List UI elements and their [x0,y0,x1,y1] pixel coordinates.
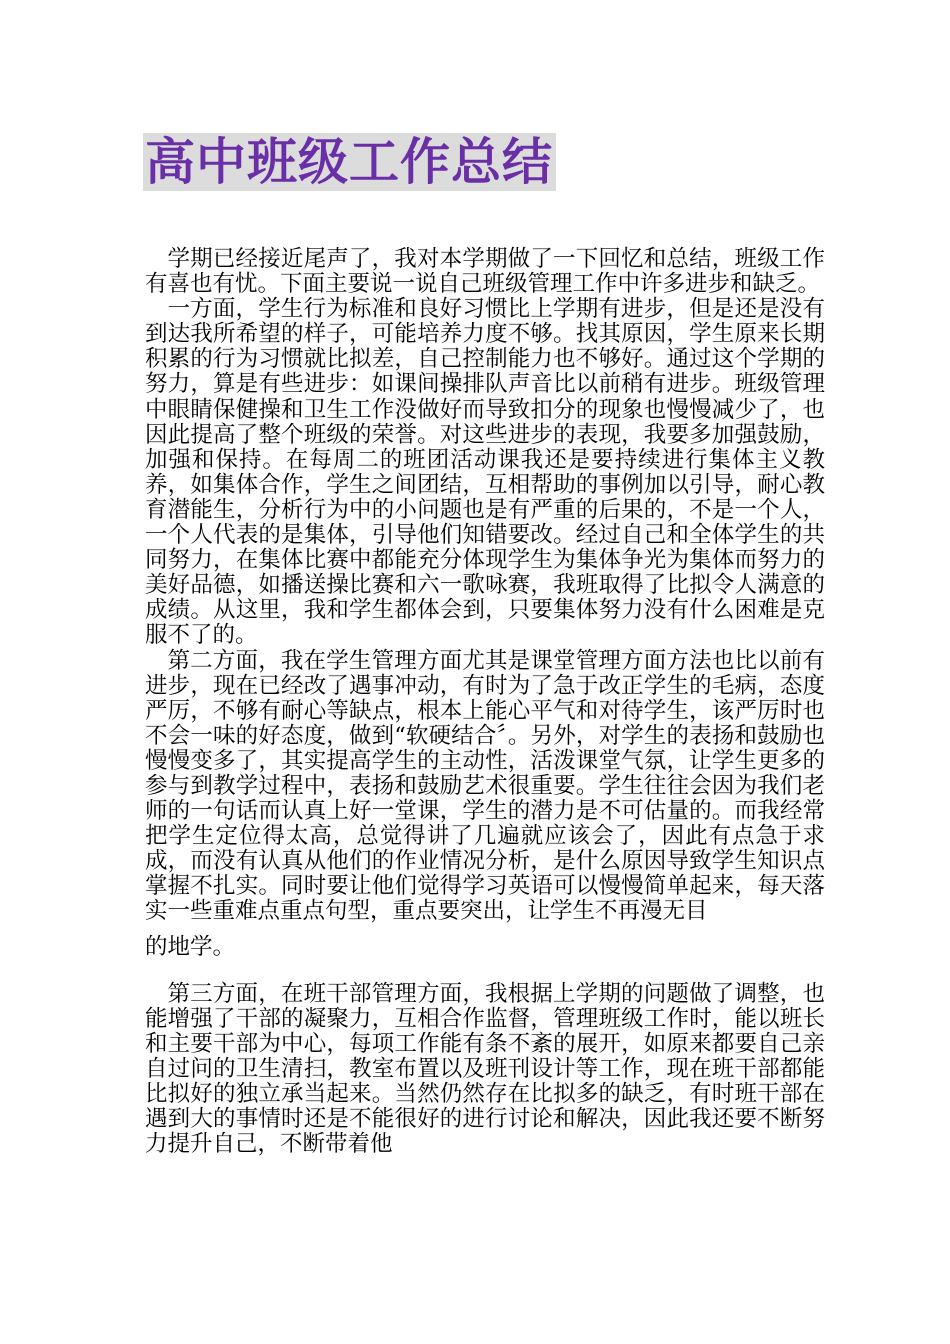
document-title: 高中班级工作总结 [145,133,553,191]
paragraph-second-aspect-text: 第二方面，我在学生管理方面尤其是课堂管理方面方法也比以前有进步，现在已经改了遇事冲动，有时为了急于改正学生的毛病，态度严厉，不够有耐心等缺点，根本上能心平气和对待学生，该严厉时也不会一味的好态度，做到“软硬结合〞。另外，对学生的表扬和鼓励也慢慢变多了，其实提高学生的主动性，活泼课堂气氛，让学生更多的参与到教学过程中，表扬和鼓励艺术很重要。学生往往会因为我们老师的一句话而认真上好一堂课，学生的潜力是不可估量的。而我经常把学生定位得太高，总觉得讲了几遍就应该会了，因此有点急于求成，而没有认真从他们的作业情况分析，是什么原因导致学生知识点掌握不扎实。同时要让他们觉得学习英语可以慢慢简单起来，每天落实一些重难点重点句型，重点要突出，让学生不再漫无目 [145,647,825,925]
title-highlight [143,133,556,191]
paragraph-third-aspect: 第三方面，在班干部管理方面，我根据上学期的问题做了调整，也能增强了干部的凝聚力，互相合作监督，管理班级工作时，能以班长和主要干部为中心，每项工作能有条不紊的展开，如原来都要自己亲自过问的卫生清扫，教室布置以及班刊设计等工作，现在班干部都能比拟好的独立承当起来。当然仍然存在比拟多的缺乏，有时班干部在遇到大的事情时还是不能很好的进行讨论和解决，因此我还要不断努力提升自己，不断带着他 [145,980,825,1158]
document-body [145,247,825,1157]
paragraph-intro: 学期已经接近尾声了，我对本学期做了一下回忆和总结，班级工作有喜也有忧。下面主要说一说自己班级管理工作中许多进步和缺乏。 [145,246,825,298]
paragraph-first-aspect: 一方面，学生行为标准和良好习惯比上学期有进步，但是还是没有到达我所希望的样子，可能培养力度不够。找其原因，学生原来长期积累的行为习惯就比拟差，自己控制能力也不够好。通过这个学期的努力，算是有些进步：如课间操排队声音比以前稍有进步。班级管理中眼睛保健操和卫生工作没做好而导致扣分的现象也慢慢减少了，也因此提高了整个班级的荣誉。对这些进步的表现，我要多加强鼓励，加强和保持。在每周二的班团活动课我还是要持续进行集体主义教养，如集体合作，学生之间团结，互相帮助的事例加以引导，耐心教育潜能生，分析行为中的小问题也是有严重的后果的，不是一个人，一个人代表的是集体，引导他们知错要改。经过自己和全体学生的共同努力，在集体比赛中都能充分体现学生为集体争光为集体而努力的美好品德，如播送操比赛和六一歌咏赛，我班取得了比拟令人满意的成绩。从这里，我和学生都体会到，只要集体努力没有什么困难是克服不了的。 [145,296,825,649]
paragraph-second-aspect-tail: 的地学。 [145,933,236,960]
paragraph-second-aspect [145,649,825,960]
